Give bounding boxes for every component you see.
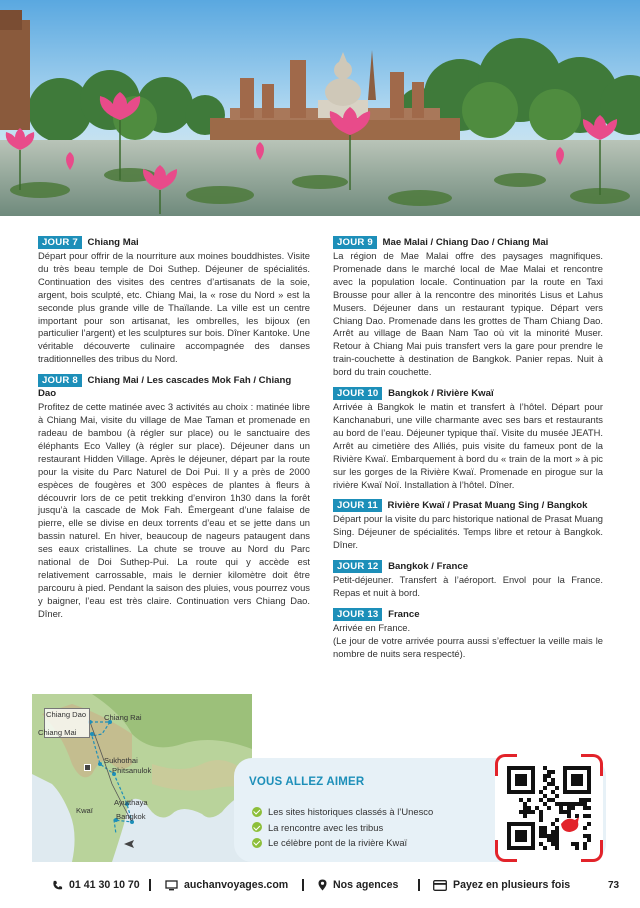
map-label: Chiang Rai	[104, 713, 142, 722]
computer-icon	[165, 880, 178, 891]
check-icon	[252, 822, 262, 832]
day-badge: JOUR 10	[333, 387, 382, 400]
day-heading	[333, 560, 603, 573]
hero-photo	[0, 0, 640, 216]
itinerary-map	[32, 694, 252, 862]
map-label: Phitsanulok	[112, 766, 152, 775]
day-note: (Le jour de votre arrivée pourra aussi s’effectuer la veille mais le nombre de nuits sera respecté).	[333, 634, 603, 659]
footer-bar	[0, 874, 640, 898]
agencies-text: Nos agences	[333, 879, 399, 891]
day-heading	[333, 608, 603, 621]
website-link[interactable]	[165, 879, 288, 891]
day-12	[333, 560, 603, 600]
separator	[149, 879, 151, 891]
day-11	[333, 499, 603, 552]
day-text: La région de Mae Malai offre des paysages magnifiques. Promenade dans le marché local de Mae Malai et rencontre avec la population locale. Continuation par la route en Taxi Brousse pour aller à la rencontre des minorités Lisus et Lahus Musers. Déjeuner dans un restaurant typique. Départ vers Chiang Dao. Promenade dans les grottes de Tham Chiang Dao. Arrêt au village de Baan Nam Tao où vit la minorité Muser. Retour à Chiang Mai puis transfert vers la gare pour prendre le train-couchette à destination de Bangkok. Panier repas. Nuit à bord du train couchette.	[333, 250, 603, 378]
day-title: Bangkok / Rivière Kwaï	[388, 388, 494, 400]
day-badge: JOUR 9	[333, 236, 377, 249]
day-badge: JOUR 13	[333, 608, 382, 621]
day-badge: JOUR 11	[333, 499, 382, 512]
phone-contact[interactable]	[52, 879, 140, 891]
day-heading	[333, 387, 603, 400]
day-9	[333, 236, 603, 379]
map-label: Sukhothai	[104, 756, 138, 765]
map-label: Chiang Mai	[38, 728, 77, 737]
map-label: Chiang Dao	[46, 710, 87, 719]
phone-number: 01 41 30 10 70	[69, 879, 140, 891]
payment-link[interactable]	[433, 879, 570, 891]
day-heading	[333, 236, 603, 249]
map-label: Ayutthaya	[114, 798, 148, 807]
highlight-text: La rencontre avec les tribus	[268, 821, 384, 833]
list-item	[252, 804, 433, 820]
left-column	[38, 236, 310, 629]
phone-icon	[52, 880, 63, 891]
train-icon	[84, 764, 91, 771]
day-title: Chiang Mai / Les cascades Mok Fah / Chiang Dao	[38, 375, 292, 400]
qr-code[interactable]	[495, 754, 603, 862]
day-title: Mae Malai / Chiang Dao / Chiang Mai	[382, 237, 549, 248]
qr-pattern	[507, 766, 591, 850]
payment-text: Payez en plusieurs fois	[453, 879, 571, 891]
map-label: Bangkok	[116, 812, 146, 821]
day-heading	[38, 374, 310, 400]
day-10	[333, 387, 603, 491]
check-icon	[252, 838, 262, 848]
website-text: auchanvoyages.com	[184, 879, 289, 891]
highlights-box	[234, 758, 606, 862]
day-badge: JOUR 12	[333, 560, 382, 573]
day-text: Départ pour offrir de la nourriture aux moines bouddhistes. Visite du très beau temple de Doi Suthep. Déjeuner de spécialités. Continuation des visites des centres d’artisanats de la soie, argent, bois sculpté, etc. Chiang Mai, la « rose du Nord » est la seconde plus grande ville de Thaïlande. La ville est un centre important pour son artisanat, les ombrelles, les bijoux (en particulier l’argent) et les sculptures sur bois. Dîner Kantoke. Une véritable découverte culinaire accompagnée des danses traditionnelles des tribus du Nord.	[38, 250, 310, 365]
day-title: Bangkok / France	[388, 561, 469, 573]
highlights-list	[252, 804, 433, 851]
day-heading	[333, 499, 603, 512]
separator	[418, 879, 420, 891]
day-13	[333, 608, 603, 661]
highlights-title: VOUS ALLEZ AIMER	[249, 776, 365, 788]
page-number: 73	[608, 880, 620, 891]
map-label: Kwaï	[76, 806, 93, 815]
day-heading	[38, 236, 310, 249]
list-item	[252, 820, 433, 836]
day-text: Profitez de cette matinée avec 3 activités au choix : matinée libre à Chiang Mai, visite du village de Mae Taman et promenade en radeau de bambou (à régler sur place) ou le sanctuaire des éléphants Eco Valley (à régler sur place). Déjeuner dans un restaurant Hidden Village. Après le déjeuner, départ par la route pour la visite du Parc Naturel de Doi Pui. Il y a près de 2000 espèces de fougères et 300 espèces de plantes à fleurs à découvrir lors de ce petit trekking d’environ 1h30 dans la forêt jusqu’à la cascade de Mok Fah. Émergeant d’une falaise de pierre, elle se divise en deux torrents d’eau et se jette dans un bassin naturel. En hiver, beaucoup de nageurs pataugent dans ses eaux cristallines. La chute se trouve au Nord du Parc national de Doi Suthep-Pui. La route qui y accède est relativement carrossable, mais le dernier kilomètre doit être parcouru à pied. Pendant la saison des pluies, vous pourrez vous y baigner, l’eau est très claire. Continuation vers Chiang Dao. Dîner.	[38, 401, 310, 619]
check-icon	[252, 807, 262, 817]
day-text: Arrivée à Bangkok le matin et transfert à l’hôtel. Départ pour Kanchanaburi, une ville charmante avec ses bars et restaurants au bord de l’eau. Déjeuner typique thaï. Visite du musée JEATH. Arrêt au cimetière des Alliés, puis visite du fameux pont de la Rivière Kwaï. Embarquement à bord du « train de la mort » à pic sur les gorges de la Rivière Kwaï. Promenade en pirogue sur la rivière Kwaï Noï. Installation à l’hôtel. Dîner.	[333, 401, 603, 490]
day-badge: JOUR 8	[38, 374, 82, 387]
day-text: Départ pour la visite du parc historique national de Prasat Muang Sing. Déjeuner de spécialités. Temps libre et retour à Bangkok. Dîner.	[333, 513, 603, 551]
agencies-link[interactable]	[318, 879, 398, 891]
highlight-text: Les sites historiques classés à l’Unesco	[268, 806, 434, 817]
day-8	[38, 374, 310, 620]
list-item	[252, 835, 433, 851]
day-title: France	[388, 608, 420, 620]
credit-card-icon	[433, 880, 447, 891]
highlight-text: Le célèbre pont de la rivière Kwaï	[268, 837, 408, 848]
day-text: Arrivée en France.	[333, 621, 411, 633]
right-column	[333, 236, 603, 669]
separator	[302, 879, 304, 891]
day-title: Rivière Kwaï / Prasat Muang Sing / Bangkok	[387, 500, 588, 512]
day-text: Petit-déjeuner. Transfert à l’aéroport. Envol pour la France. Repas et nuit à bord.	[333, 574, 603, 599]
day-badge: JOUR 7	[38, 236, 82, 249]
day-title: Chiang Mai	[87, 237, 139, 248]
day-7	[38, 236, 310, 366]
location-pin-icon	[318, 879, 327, 891]
